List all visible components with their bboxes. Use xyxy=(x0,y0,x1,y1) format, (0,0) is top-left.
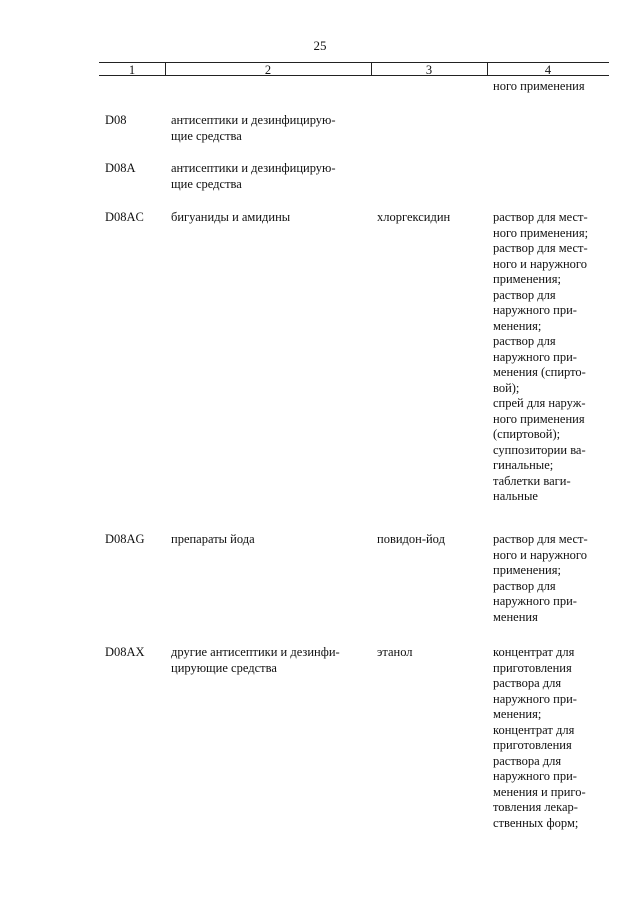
table-header-col-1: 1 xyxy=(99,62,165,76)
row-code: D08AG xyxy=(105,532,145,546)
row-substance: этанол xyxy=(377,645,413,659)
row-substance: повидон-йод xyxy=(377,532,445,546)
row-code: D08AC xyxy=(105,210,144,224)
table-header-col-2: 2 xyxy=(165,62,371,76)
header-divider xyxy=(165,62,166,76)
continuation-text: ного применения xyxy=(493,79,585,93)
row-group: другие антисептики и дезинфи- цирующие средства xyxy=(171,645,340,675)
row-code: D08AX xyxy=(105,645,145,659)
row-code: D08 xyxy=(105,113,127,127)
row-code: D08A xyxy=(105,161,136,175)
row-group: бигуаниды и амидины xyxy=(171,210,291,224)
page-number: 25 xyxy=(313,38,327,53)
row-forms: раствор для мест- ного применения; раствор для мест- ного и наружного применения; раствор для наружного при- менения; раствор для наружного при- менения (спирто- вой); спрей для наруж- ного применения (спиртовой); суппозитории ва- гинальные; таблетки ваги- нальные xyxy=(493,210,589,503)
row-group: антисептики и дезинфицирую- щие средства xyxy=(171,161,336,191)
header-divider xyxy=(371,62,372,76)
row-forms: раствор для мест- ного и наружного применения; раствор для наружного при- менения xyxy=(493,532,588,624)
header-divider xyxy=(487,62,488,76)
row-group: антисептики и дезинфицирую- щие средства xyxy=(171,113,336,143)
row-substance: хлоргексидин xyxy=(377,210,451,224)
row-group: препараты йода xyxy=(171,532,255,546)
row-forms: концентрат для приготовления раствора для наружного при- менения; концентрат для приготовления раствора для наружного при- менения и приго- товления лекар- ственных форм; xyxy=(493,645,586,830)
table-header-col-4: 4 xyxy=(487,62,609,76)
table-header-col-3: 3 xyxy=(371,62,487,76)
